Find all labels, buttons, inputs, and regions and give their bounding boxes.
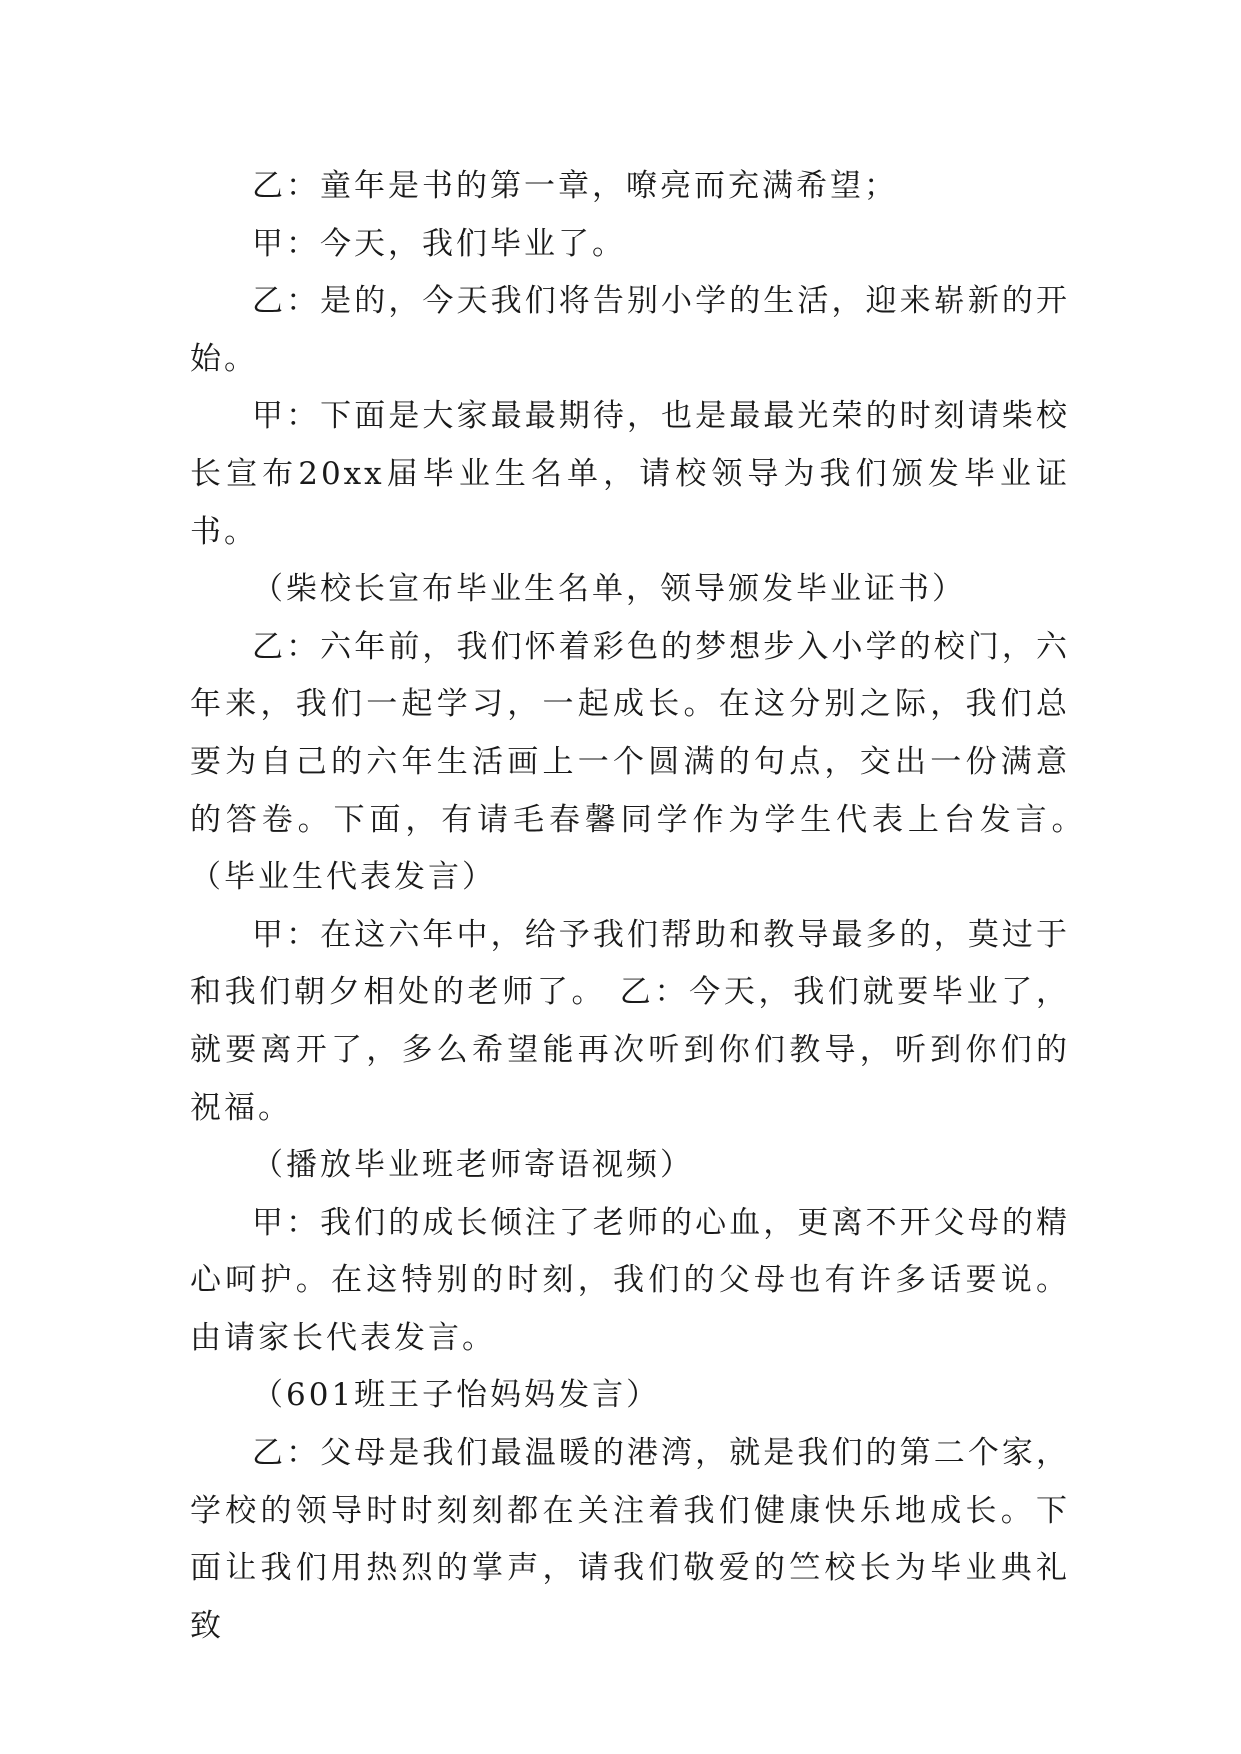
paragraph-10: （601班王子怡妈妈发言）: [252, 1377, 661, 1414]
paragraph-9: 甲：我们的成长倾注了老师的心血，更离不开父母的精心呵护。在这特别的时刻，我们的父母也有许多话要说。由请家长代表发言。: [190, 1204, 1070, 1356]
paragraph-5: （柴校长宣布毕业生名单，领导颁发毕业证书）: [252, 571, 966, 608]
paragraph-2: 甲：今天，我们毕业了。: [252, 225, 626, 262]
paragraph-6: 乙：六年前，我们怀着彩色的梦想步入小学的校门，六年来，我们一起学习，一起成长。在这分别之际，我们总要为自己的六年生活画上一个圆满的句点，交出一份满意的答卷。下面，有请毛春馨同学作为学生代表上台发言。 （毕业生代表发言）: [190, 628, 1104, 896]
paragraph-3: 乙：是的，今天我们将告别小学的生活，迎来崭新的开始。: [190, 283, 1070, 377]
document-body: [190, 158, 1104, 1655]
paragraph-1: 乙：童年是书的第一章，嘹亮而充满希望；: [252, 168, 898, 204]
paragraph-8: （播放毕业班老师寄语视频）: [252, 1147, 694, 1184]
paragraph-7: 甲：在这六年中，给予我们帮助和教导最多的，莫过于和我们朝夕相处的老师了。 乙：今天，我们就要毕业了，就要离开了，多么希望能再次听到你们教导，听到你们的祝福。: [190, 916, 1070, 1126]
paragraph-11: 乙：父母是我们最温暖的港湾，就是我们的第二个家，学校的领导时时刻刻都在关注着我们健康快乐地成长。下面让我们用热烈的掌声，请我们敬爱的竺校长为毕业典礼致: [190, 1435, 1070, 1644]
paragraph-4: 甲：下面是大家最最期待，也是最最光荣的时刻请柴校长宣布20xx届毕业生名单，请校领导为我们颁发毕业证书。: [190, 398, 1070, 550]
